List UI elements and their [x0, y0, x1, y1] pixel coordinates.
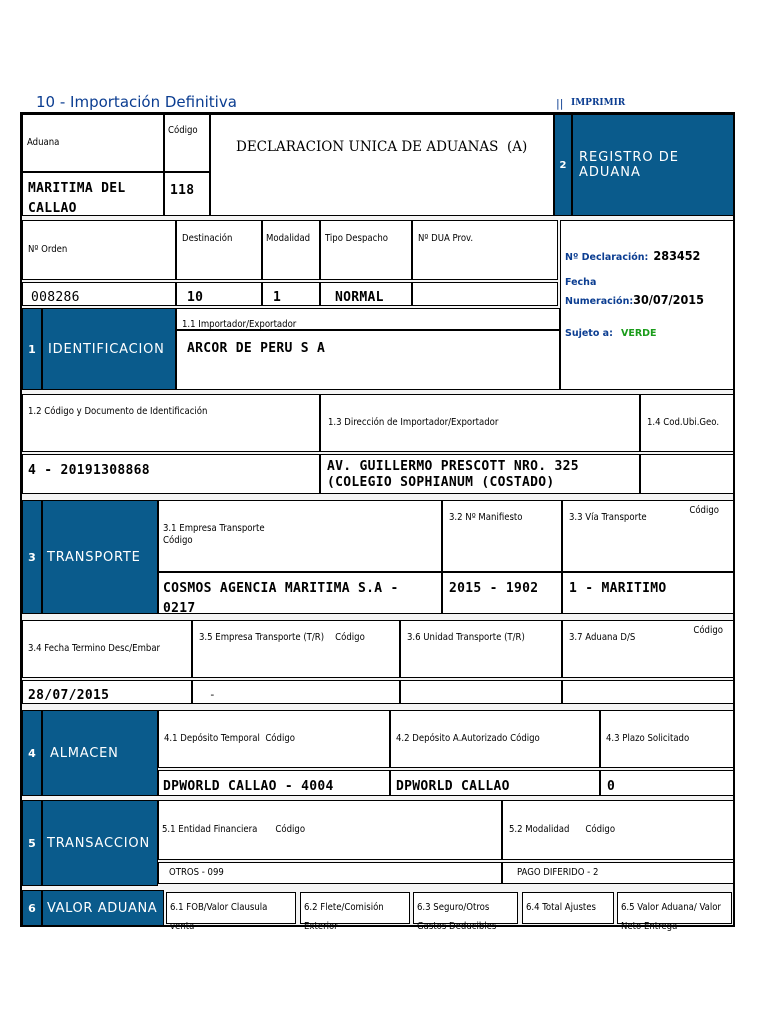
tipo-despacho-label-cell: [320, 220, 412, 280]
importador-value: ARCOR DE PERU S A: [187, 341, 326, 356]
codigo-label-cell: [164, 114, 210, 172]
transaccion-num: 5: [28, 836, 36, 850]
identificacion-num: 1: [28, 342, 36, 356]
almacen-title-cell: [42, 710, 158, 796]
flete-label: 6.2 Flete/Comisión Exterior: [304, 902, 384, 932]
via-codigo-label: Código: [689, 505, 719, 516]
modalidad-label: Modalidad: [266, 233, 311, 244]
dua-prov-label-cell: [412, 220, 558, 280]
doc-title-cell: [210, 114, 554, 216]
tipo-despacho-label: Tipo Despacho: [325, 233, 388, 244]
empresa-tr-label-cell: [192, 620, 400, 678]
unidad-label-cell: [400, 620, 562, 678]
modalidad-tx-codigo-label: Código: [585, 824, 616, 835]
orden-label-cell: [22, 220, 176, 280]
importador-label: 1.1 Importador/Exportador: [182, 319, 297, 330]
importador-label-cell: [176, 308, 560, 330]
doc-value-cell: [22, 454, 320, 494]
empresa-tr-label: 3.5 Empresa Transporte (T/R): [199, 632, 325, 643]
via-value: 1 - MARITIMO: [569, 581, 667, 596]
doc-label: 1.2 Código y Documento de Identificación: [28, 406, 208, 417]
seguro-label: 6.3 Seguro/Otros Gastos Deducibles: [417, 902, 497, 932]
entidad-value: OTROS - 099: [169, 867, 224, 878]
fecha-value: 30/07/2015: [633, 292, 704, 307]
codigo-value: 118: [170, 183, 195, 198]
identificacion-title-cell: [42, 308, 176, 390]
tipo-despacho-value: NORMAL: [335, 290, 384, 305]
registro-num-cell: [554, 114, 572, 216]
entidad-codigo-label: Código: [275, 824, 306, 835]
deposito-temporal-value-cell: [158, 770, 390, 796]
ubigeo-label-cell: [640, 394, 734, 452]
deposito-temporal-label: 4.1 Depósito Temporal Código: [164, 733, 295, 744]
plazo-label-cell: [600, 710, 734, 768]
registro-num: 2: [559, 159, 567, 171]
transaccion-title-cell: [42, 800, 158, 886]
dua-prov-value-cell: [412, 282, 558, 306]
registro-title-cell: [572, 114, 734, 216]
direccion-label: 1.3 Dirección de Importador/Exportador: [328, 417, 499, 428]
via-label-cell: [562, 500, 734, 572]
modalidad-tx-value: PAGO DIFERIDO - 2: [517, 867, 599, 878]
almacen-num: 4: [28, 746, 36, 760]
valor-title-cell: [42, 890, 164, 926]
entidad-label-cell: [158, 800, 502, 860]
destinacion-label: Destinación: [182, 233, 233, 244]
entidad-label: 5.1 Entidad Financiera: [162, 824, 258, 835]
print-link[interactable]: IMPRIMIR: [571, 98, 626, 108]
orden-value-cell: [22, 282, 176, 306]
declaracion-row: [565, 245, 700, 264]
destinacion-value: 10: [187, 290, 204, 305]
deposito-temporal-label-cell: [158, 710, 390, 768]
dua-prov-label: Nº DUA Prov.: [418, 233, 474, 244]
deposito-temporal-value: DPWORLD CALLAO - 4004: [163, 779, 334, 794]
importador-value-cell: [176, 330, 560, 390]
almacen-num-cell: [22, 710, 42, 796]
aduana-value: MARITIMA DEL CALLAO: [28, 181, 126, 216]
empresa-value: COSMOS AGENCIA MARITIMA S.A - 0217: [163, 581, 399, 616]
transporte-title-cell: [42, 500, 158, 614]
transporte-title: TRANSPORTE: [47, 549, 141, 565]
doc-title: DECLARACION UNICA DE ADUANAS (A): [236, 139, 528, 155]
modalidad-value: 1: [273, 290, 282, 305]
almacen-title: ALMACEN: [50, 745, 119, 761]
declaracion-value: 283452: [653, 248, 701, 263]
deposito-autorizado-label-cell: [390, 710, 600, 768]
manifiesto-label-cell: [442, 500, 562, 572]
direccion-value-cell: [320, 454, 640, 494]
aduana-label: Aduana: [27, 137, 60, 148]
destinacion-value-cell: [176, 282, 262, 306]
ubigeo-value-cell: [640, 454, 734, 494]
header-separator: ||: [556, 97, 564, 110]
unidad-value-cell: [400, 680, 562, 704]
modalidad-label-cell: [262, 220, 320, 280]
fob-label-cell: [166, 892, 296, 932]
modalidad-tx-label: 5.2 Modalidad: [509, 824, 570, 835]
aduana-value-cell: [22, 172, 164, 216]
fecha-label-1: Fecha: [565, 277, 597, 288]
empresa-tr-value-cell: [192, 680, 400, 704]
aduana-ds-label-cell: [562, 620, 734, 678]
entidad-value-cell: [158, 862, 502, 884]
codigo-label: Código: [168, 125, 198, 136]
sujeto-value: VERDE: [620, 328, 657, 339]
orden-value: 008286: [31, 290, 80, 305]
ajustes-label-cell: [522, 892, 614, 924]
empresa-label: 3.1 Empresa Transporte: [163, 523, 265, 534]
fecha-label-2: Numeración:: [565, 296, 634, 307]
fecha-termino-value: 28/07/2015: [28, 688, 110, 703]
codigo-value-cell: [164, 172, 210, 216]
destinacion-label-cell: [176, 220, 262, 280]
plazo-value-cell: [600, 770, 734, 796]
valor-num: 6: [28, 901, 36, 915]
valor-title: VALOR ADUANA: [47, 900, 158, 916]
deposito-autorizado-value-cell: [390, 770, 600, 796]
aduana-ds-label: 3.7 Aduana D/S: [569, 632, 636, 643]
unidad-label: 3.6 Unidad Transporte (T/R): [407, 632, 525, 643]
empresa-label-cell: [158, 500, 442, 572]
valor-neto-label: 6.5 Valor Aduana/ Valor Neto Entrega: [621, 902, 721, 932]
via-label: 3.3 Vía Transporte: [569, 512, 647, 523]
aduana-ds-value-cell: [562, 680, 734, 704]
modalidad-tx-value-cell: [502, 862, 734, 884]
declaracion-label: Nº Declaración:: [565, 252, 649, 263]
sujeto-row: [565, 321, 657, 340]
modalidad-value-cell: [262, 282, 320, 306]
fecha-row: [565, 289, 704, 308]
direccion-label-cell: [320, 394, 640, 452]
empresa-codigo-label: Código: [163, 535, 193, 546]
form-title: 10 - Importación Definitiva: [36, 93, 237, 111]
fecha-termino-value-cell: [22, 680, 192, 704]
manifiesto-label: 3.2 Nº Manifiesto: [449, 512, 523, 523]
seguro-label-cell: [413, 892, 518, 932]
deposito-autorizado-label: 4.2 Depósito A.Autorizado Código: [396, 733, 540, 744]
transporte-num-cell: [22, 500, 42, 614]
transporte-num: 3: [28, 550, 36, 564]
doc-label-cell: [22, 394, 320, 452]
tipo-despacho-value-cell: [320, 282, 412, 306]
valor-neto-label-cell: [617, 892, 732, 932]
orden-label: Nº Orden: [28, 244, 68, 255]
via-value-cell: [562, 572, 734, 614]
fob-label: 6.1 FOB/Valor Clausula venta: [170, 902, 268, 932]
transaccion-num-cell: [22, 800, 42, 886]
plazo-value: 0: [607, 779, 616, 794]
flete-label-cell: [300, 892, 410, 932]
sujeto-label: Sujeto a:: [565, 328, 613, 339]
ubigeo-label: 1.4 Cod.Ubi.Geo.: [647, 417, 720, 428]
modalidad-tx-label-cell: [502, 800, 734, 860]
plazo-label: 4.3 Plazo Solicitado: [606, 733, 690, 744]
ajustes-label: 6.4 Total Ajustes: [526, 902, 596, 913]
manifiesto-value-cell: [442, 572, 562, 614]
fecha-termino-label: 3.4 Fecha Termino Desc/Embar: [28, 643, 161, 654]
empresa-tr-codigo-label: Código: [335, 632, 365, 643]
registro-info-cell: [560, 220, 734, 390]
manifiesto-value: 2015 - 1902: [449, 581, 539, 596]
identificacion-num-cell: [22, 308, 42, 390]
empresa-value-cell: [158, 572, 442, 614]
direccion-value: AV. GUILLERMO PRESCOTT NRO. 325 (COLEGIO SOPHIANUM (COSTADO): [327, 459, 579, 490]
doc-value: 4 - 20191308868: [28, 463, 150, 478]
aduana-label-cell: [22, 114, 164, 172]
aduana-ds-codigo-label: Código: [693, 625, 723, 636]
registro-title: REGISTRO DE ADUANA: [579, 150, 679, 180]
valor-num-cell: [22, 890, 42, 926]
transaccion-title: TRANSACCION: [47, 835, 150, 851]
identificacion-title: IDENTIFICACION: [48, 341, 165, 357]
fecha-termino-label-cell: [22, 620, 192, 678]
empresa-tr-value: -: [209, 688, 216, 701]
deposito-autorizado-value: DPWORLD CALLAO: [396, 779, 510, 794]
